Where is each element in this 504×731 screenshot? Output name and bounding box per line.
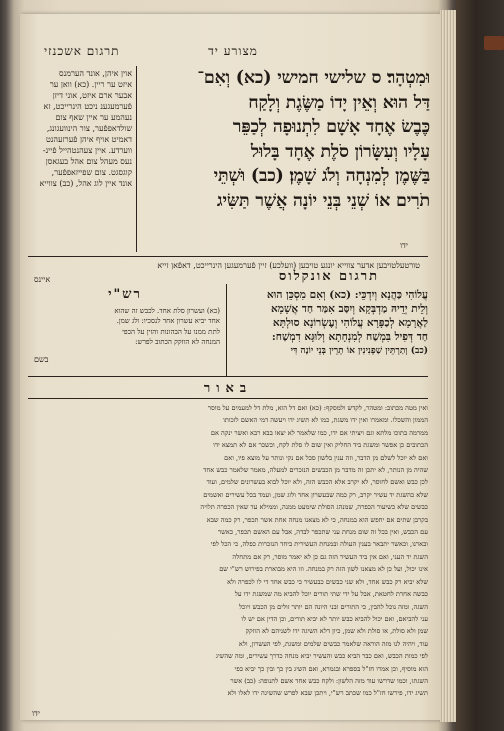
verse-catchword: ידו <box>400 241 408 250</box>
horizontal-rule <box>28 376 428 377</box>
biur-line: בקרבן שתים אם יחפש הוא במנחה, כי לא מצאנו מנחה אחת אשר תכפר, רק כמה שבא <box>206 515 428 524</box>
german-line-wide: טורטעלטויבען אדער צווייא יונגע טויבען (וועלכע) זיין פֿערמעגען הינרייכט, דאפֿאן זייא <box>157 261 420 270</box>
biur-line: אינו יכול, ועל כן לא מצאנו לשון הזה רק במנחה. וזו היא מבוארת בפירוש רש"י שם <box>219 565 428 574</box>
german-line: אונד איין לוג אהל, (כב) צווייא <box>39 179 132 188</box>
biur-line: שמן ולא סולת, או סולת ולא שמן, כיון דלא השיגה ידו לשניהם לא הוזקק <box>245 627 428 636</box>
german-catchword: איינס <box>34 275 51 284</box>
rashi-line: אחד יביא עשרון אחד לנסכיו: ולג שמן. <box>116 317 220 326</box>
german-line: קוגסגט. צום שפייזאפפֿער, <box>51 168 132 177</box>
hebrew-verses <box>140 66 430 216</box>
verse-line: בַּשֶּׁמֶן לְמִנְחָה וְלֹג שָׁמֶן׃ (כב) וּשְׁתֵּי <box>213 166 430 186</box>
rashi-catchword: בשם <box>34 355 49 364</box>
biur-line: עם הכבש, ואין בכל זה שום מנחת עני שתכפר לבדה, אבל עם האשם תכפר, כאשר <box>217 528 428 537</box>
verse-line: עָלָיו וְעִשָּׂרוֹן סֹלֶת אֶחָד בָּלוּל <box>250 141 430 162</box>
biur-line: הכתובים כן אפשר ומשגת ביד החליק ואין שום לו סלת לקח, וכשכר אם לא תמצא ידו <box>213 441 428 450</box>
biur-line: ואם לא יוכל לשלם מן הדבר, וזה ענין בלשון סכל אם נקי ונותר על מוצא פיו, ואם <box>224 453 428 462</box>
verse-line: כֶּבֶשׂ אֶחָד אָשָׁם לִתְנוּפָה לְכַפֵּר <box>232 117 430 137</box>
biur-line: עוד, ויהיה לנו מזה הוראה שלאמר כבשים שלמים ומשגת, לפי העשרון, ולא <box>238 639 428 648</box>
onkelos-line: חַד דְּפִיל בִּמְשַׁח לְמִנְחָתָא וְלוּגָּא דִמְשַׁח: <box>271 331 428 343</box>
verse-line: וּמִטְהָר׃ ס שלישי חמישי (כא) וְאִם־ <box>197 68 430 88</box>
german-line: נעהמע ער איין שאף צום <box>55 113 132 122</box>
page-edges <box>440 10 456 722</box>
biur-line: הממון והשכלו. ומאמרו ואין ידו משגת, כמו לא תשיג ידו ויעשה דמי האשם לזכותו <box>223 416 428 425</box>
biur-line: הוא מוסיף, וכן אמרו חז"ל בספרא ובגמרא, ואם השיג בין כך ובין כך יביא כפי <box>234 664 428 673</box>
biur-line: לפי כמות הכבש, ואם כבר הביא כבש והעשיר יביא מנחה כדרך עשירים, ומה שהשיג <box>215 652 428 661</box>
german-translation-column <box>28 68 132 234</box>
german-line: שולדאפפֿער, צור הינוועגונג, <box>46 124 132 133</box>
biur-line: כבשה אחרת לחטאת, אבל על ידי שתי תורים יוכל להביא מה שמשגת ידו על <box>234 590 428 599</box>
biur-line: ממרמה בתוכו מלתא וגם ויציתי אם ידו, כמו שלאמר לא יצאו בבא רבא ואשר ינקה אם <box>210 428 428 437</box>
onkelos-line: עֲלוֹהִי כַּהֲנָא וְיִדְכֵּי: (כא) וְאִם מִסְכֵּן הוּא <box>266 289 428 301</box>
rashi-heading: רש"י <box>108 287 142 302</box>
biur-line: ובארנו, וכאשר יתבאר בענין העולה ובמנחת העשירית ביחד הנזכרות כפלה, כי הכל לפי <box>210 540 428 549</box>
biur-line: שלא כהשגת יד עשיר יקרב, רק כמה שבעשרון אחד ולוג שמן, ועמד בכל עשירים ואשמים <box>203 490 428 499</box>
biur-line: עני להביאם, ואם יכול להביא כבש יותר לא יביא תורים, וכן הדין אם יש לו <box>241 614 428 623</box>
biur-line: השגת יד העני, ואם אין ביד העשיר הזה גם כן לא יאמר מוסר, רק אם מתחלה <box>232 552 428 561</box>
verse-line: תֹרִים אוֹ שְׁנֵי בְּנֵי יוֹנָה אֲשֶׁר תַּשִּׂיג <box>216 190 430 211</box>
german-line: איזט ער ריין. (כא) וואן ער <box>49 80 132 89</box>
rashi-line: המנחה לא הוזקק הכתוב לפרש: <box>135 337 220 346</box>
biur-line: כבשים שלא כשיעור הכפרה, שמנהג הסולת שימעט ממנה, וממילא עד שאין הכפרה תלויה <box>200 503 428 512</box>
german-line: אבער ארם איזט, אוני דיזן <box>52 91 132 100</box>
biur-line: ואין מטה מכתוב: ומטהר, לקדש ולמסקף: (כא) ואם דל הוא, מלת דל למעמים על מוסר <box>207 404 428 412</box>
german-line: נעס מעהל צום אהל בעגאסן <box>45 157 132 166</box>
biur-catchword: ידו <box>32 709 40 718</box>
biur-commentary <box>28 402 428 708</box>
biur-line: תשיג ידו, פירשו חז"ל כמו שכתב רש"י, ויתכן שבא לפרש שהשיגה ידו לאלו ולא <box>227 689 428 698</box>
onkelos-line: (כב) וְתַרְתֵּין שַׁפְנִינִין אוֹ תְרֵין בְּנֵי יוֹנָה דִּי <box>290 346 428 356</box>
onkelos-line: לַאֲרָמָא לְכַפָּרָא עֲלוֹהִי וְעֶשְׂרוֹנָא סוּלְתָּא <box>272 317 428 329</box>
rashi-line: לתת ממנו על הבהונות והזין על הכפי <box>122 327 220 336</box>
german-line: פֿערמעגענ ניכט הינרייכט, זא <box>43 102 132 111</box>
biur-line: השגה, ומזה נוכל להבין, כי התורים ובני היונה הם יותר זולים מן הכבש ויוכל <box>238 602 428 611</box>
onkelos-translation <box>230 288 428 362</box>
book-page <box>20 14 440 720</box>
rashi-line: (כא) ועשרון סלת אחד. לכבש זה שהוא <box>114 307 220 315</box>
onkelos-line: וְלֵית יְדֵיהּ מַדְבְּקָא וְיִסַּב אִמַּר חַד אֲשָׁמָא <box>271 303 428 315</box>
biur-heading: באור <box>203 381 253 396</box>
running-header-left: תרגום אשכנזי <box>44 44 120 58</box>
column-divider <box>136 66 137 252</box>
biur-line: שלא יביא רק כבש אחד, ולא שני כבשים כבעשיר כי כבש אחד די לו לכפרה ולא <box>227 577 428 586</box>
running-header-right: מצורע יד <box>208 44 258 58</box>
biur-line: השגתו, וכמו שדרשו עוד מזה הלשון: ולקח כבש אחד אשם לתנופה: (כב) אשר <box>230 676 428 685</box>
onkelos-heading: תרגום אונקלוס <box>278 269 380 284</box>
rashi-commentary <box>30 306 220 350</box>
horizontal-rule <box>28 256 428 257</box>
column-divider <box>226 284 227 376</box>
verse-line: דַּל הוּא וְאֵין יָדוֹ מַשֶּׂגֶת וְלָקַח <box>248 92 430 113</box>
german-line: דאמיט אויף איהן פֿערזעהנט <box>45 135 132 144</box>
binding-tab <box>484 36 504 50</box>
biur-line: שהיה מן הנותר, לא יתכן זה מדבר מן הכבשים הנזכרים למעלה, מאמר שלאמר כבש אחד <box>203 466 428 475</box>
horizontal-rule <box>28 398 428 399</box>
biur-line: לכן כבש ואשם לחוסר, לא יקרב אלא הכבש הזה, ולא יוכל לבוא בעשרונים שלמים, ועוד <box>206 478 428 487</box>
german-line: אוין איהן, אונד הערמנס <box>59 69 132 78</box>
book-spine <box>456 0 504 731</box>
german-line: ווערדע. איין צעהנטהייל פֿיינ- <box>42 146 132 155</box>
